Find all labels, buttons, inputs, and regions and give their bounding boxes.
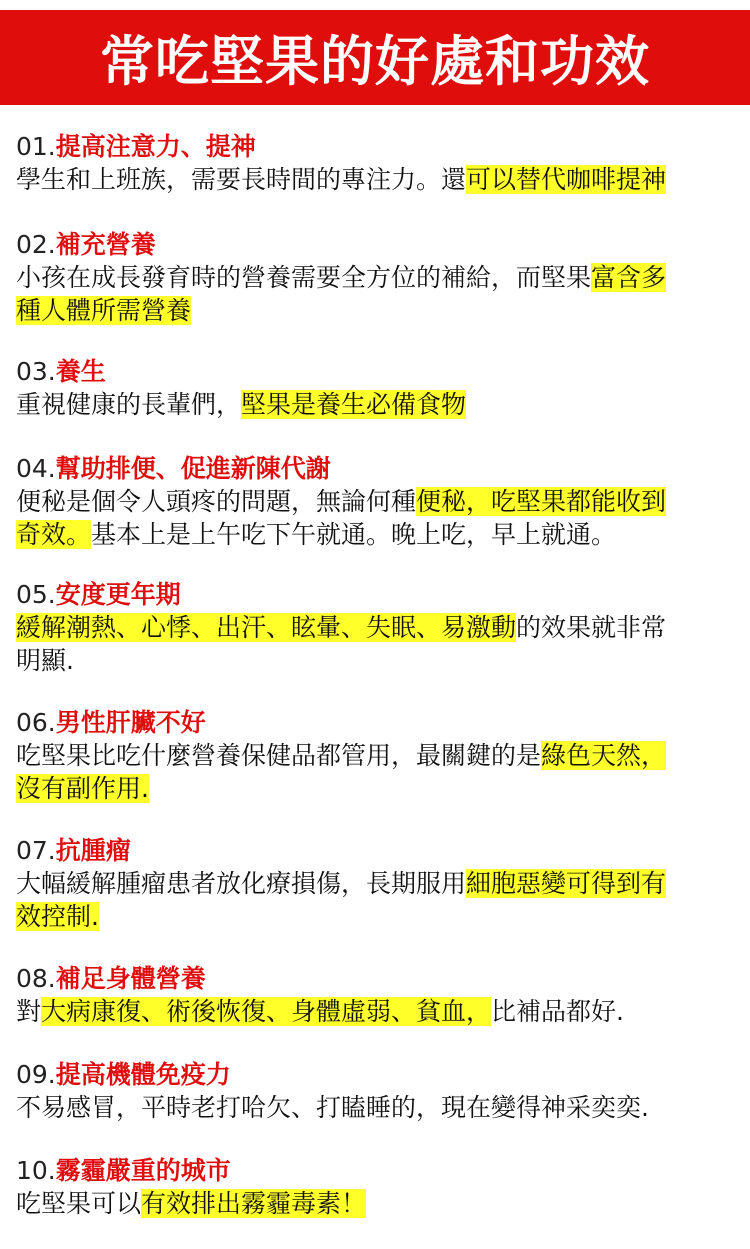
highlighted-text: 大病康復、術後恢復、身體虛弱、貧血，	[41, 997, 492, 1026]
benefit-description	[16, 485, 736, 551]
benefit-heading: 抗腫瘤	[55, 836, 131, 865]
benefit-heading-row	[16, 1154, 736, 1187]
benefit-heading: 幫助排便、促進新陳代謝	[55, 454, 331, 483]
highlighted-text: 效控制.	[16, 902, 99, 931]
benefit-item	[16, 1154, 736, 1220]
benefit-item	[16, 962, 736, 1028]
title-banner	[0, 10, 750, 105]
benefit-heading-row	[16, 452, 736, 485]
benefit-item	[16, 834, 736, 933]
description-text: 學生和上班族，需要長時間的專注力。還	[16, 165, 467, 194]
benefit-heading: 男性肝臟不好	[55, 708, 206, 737]
benefit-heading-row	[16, 962, 736, 995]
benefit-number: 04.	[16, 454, 56, 483]
benefit-heading: 養生	[55, 357, 106, 386]
description-line	[16, 163, 736, 196]
description-line	[16, 261, 736, 294]
description-text: 不易感冒，平時老打哈欠、打瞌睡的，現在變得神采奕奕.	[16, 1093, 649, 1122]
page-title: 常吃堅果的好處和功效	[100, 30, 650, 93]
benefit-heading-row	[16, 355, 736, 388]
description-line	[16, 388, 736, 421]
benefit-description	[16, 163, 736, 196]
benefit-item	[16, 355, 736, 421]
description-line	[16, 1091, 736, 1124]
benefit-number: 03.	[16, 357, 56, 386]
highlighted-text: 種人體所需營養	[16, 296, 192, 325]
benefit-heading-row	[16, 228, 736, 261]
benefit-description	[16, 995, 736, 1028]
benefit-item	[16, 130, 736, 196]
benefit-heading: 安度更年期	[55, 580, 181, 609]
description-line	[16, 1187, 736, 1220]
description-line	[16, 294, 736, 327]
benefit-item	[16, 452, 736, 551]
benefit-description	[16, 739, 736, 805]
benefit-description	[16, 611, 736, 677]
benefit-description	[16, 1187, 736, 1220]
benefit-description	[16, 867, 736, 933]
benefit-number: 01.	[16, 132, 56, 161]
description-text: 重視健康的長輩們，	[16, 390, 242, 419]
benefit-number: 10.	[16, 1156, 56, 1185]
highlighted-text: 奇效。	[16, 520, 92, 549]
benefit-number: 09.	[16, 1060, 56, 1089]
description-text: 的效果就非常	[516, 613, 667, 642]
highlighted-text: 綠色天然，	[541, 741, 667, 770]
highlighted-text: 便秘，吃堅果都能收到	[416, 487, 667, 516]
benefit-heading: 提高機體免疫力	[55, 1060, 231, 1089]
benefit-number: 05.	[16, 580, 56, 609]
description-line	[16, 611, 736, 644]
benefit-description	[16, 261, 736, 327]
highlighted-text: 可以替代咖啡提神	[466, 165, 667, 194]
description-line	[16, 900, 736, 933]
description-line	[16, 772, 736, 805]
highlighted-text: 有效排出霧霾毒素！	[141, 1189, 367, 1218]
benefit-item	[16, 1058, 736, 1124]
benefit-heading-row	[16, 130, 736, 163]
benefit-number: 02.	[16, 230, 56, 259]
description-line	[16, 739, 736, 772]
benefit-item	[16, 578, 736, 677]
benefit-item	[16, 706, 736, 805]
description-text: 吃堅果比吃什麼營養保健品都管用，最關鍵的是	[16, 741, 542, 770]
description-line	[16, 518, 736, 551]
benefit-heading: 霧霾嚴重的城市	[55, 1156, 231, 1185]
benefit-heading-row	[16, 578, 736, 611]
benefit-number: 08.	[16, 964, 56, 993]
description-text: 比補品都好.	[491, 997, 624, 1026]
description-text: 大幅緩解腫瘤患者放化療損傷，長期服用	[16, 869, 467, 898]
benefit-heading-row	[16, 834, 736, 867]
benefit-number: 07.	[16, 836, 56, 865]
description-line	[16, 485, 736, 518]
description-text: 明顯.	[16, 646, 74, 675]
benefit-description	[16, 388, 736, 421]
description-line	[16, 644, 736, 677]
benefit-number: 06.	[16, 708, 56, 737]
description-text: 便秘是個令人頭疼的問題，無論何種	[16, 487, 417, 516]
benefit-description	[16, 1091, 736, 1124]
benefit-heading-row	[16, 1058, 736, 1091]
benefit-heading: 補足身體營養	[55, 964, 206, 993]
highlighted-text: 細胞惡變可得到有	[466, 869, 667, 898]
benefit-item	[16, 228, 736, 327]
benefit-heading: 提高注意力、提神	[55, 132, 256, 161]
description-line	[16, 995, 736, 1028]
description-text: 基本上是上午吃下午就通。晚上吃，早上就通。	[91, 520, 617, 549]
description-text: 對	[16, 997, 42, 1026]
highlighted-text: 沒有副作用.	[16, 774, 149, 803]
highlighted-text: 富含多	[591, 263, 667, 292]
highlighted-text: 緩解潮熱、心悸、出汗、眩暈、失眠、易激動	[16, 613, 517, 642]
highlighted-text: 堅果是養生必備食物	[241, 390, 467, 419]
description-line	[16, 867, 736, 900]
description-text: 吃堅果可以	[16, 1189, 142, 1218]
description-text: 小孩在成長發育時的營養需要全方位的補給，而堅果	[16, 263, 592, 292]
benefit-heading: 補充營養	[55, 230, 156, 259]
benefit-heading-row	[16, 706, 736, 739]
